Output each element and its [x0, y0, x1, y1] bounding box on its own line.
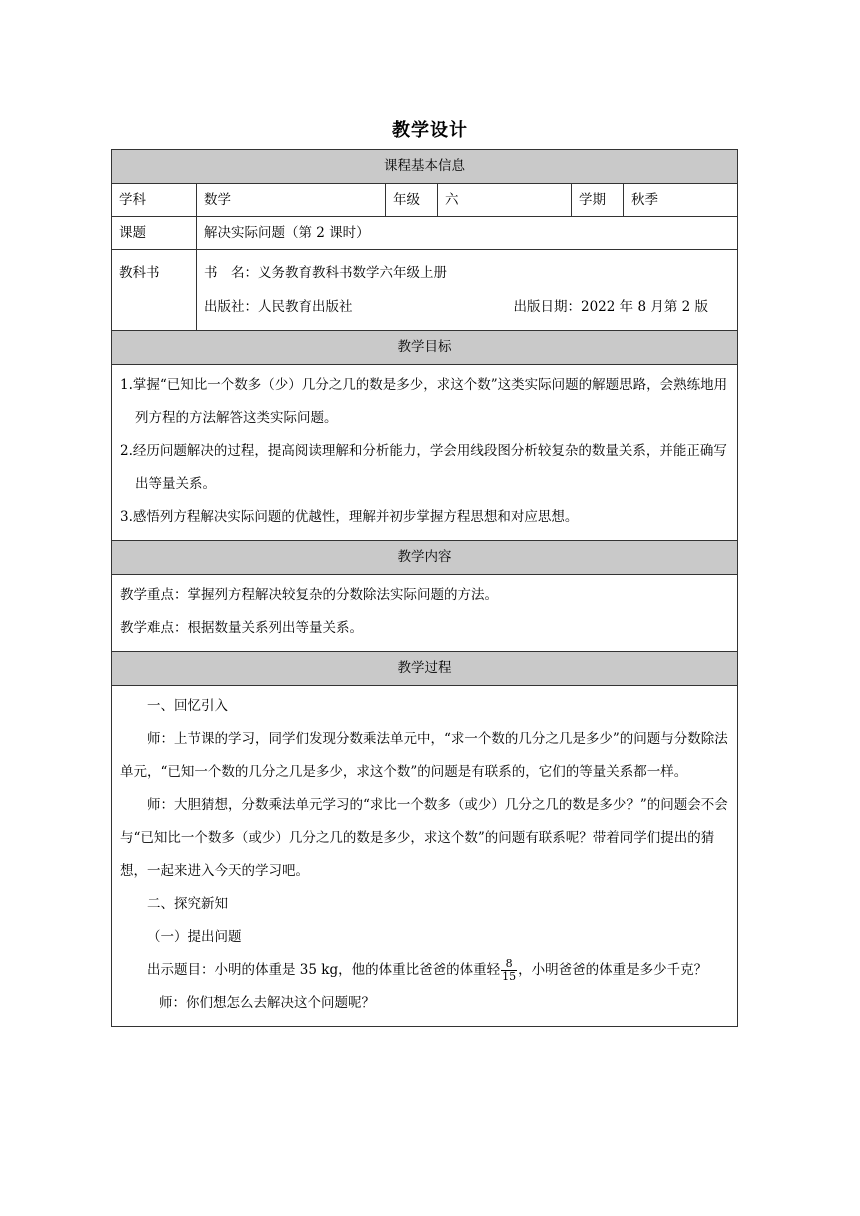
process-header-row — [112, 652, 738, 686]
document-title: 教学设计 — [392, 120, 468, 141]
textbook-label — [112, 250, 197, 331]
publisher-date-line — [204, 290, 730, 324]
pub-date-line: 出版日期：2022 年 8 月第 2 版 — [513, 298, 708, 315]
basic-info-header: 课程基本信息 — [112, 150, 738, 184]
content-body — [112, 575, 738, 652]
fraction-denominator: 15 — [502, 970, 517, 983]
process-paragraph-3: 师：你们想怎么去解决这个问题呢？ — [159, 995, 375, 1011]
key-point: 教学重点：掌握列方程解决较复杂的分数除法实际问题的方法。 — [120, 587, 498, 603]
section-explore-heading: 二、探究新知 — [147, 896, 228, 912]
objectives-row — [112, 365, 738, 541]
problem-text-start: 出示题目：小明的体重是 35 kg，他的体重比爸爸的体重轻 — [147, 962, 501, 978]
grade-value: 六 — [438, 184, 572, 217]
difficulty: 教学难点：根据数量关系列出等量关系。 — [120, 620, 363, 636]
topic-label: 课题 — [112, 217, 197, 250]
content-row — [112, 575, 738, 652]
topic-value: 解决实际问题（第 2 课时） — [197, 217, 738, 250]
process-paragraph-2: 师：大胆猜想，分数乘法单元学习的“求比一个数多（或少）几分之几的数是多少？”的问题会不会与“已知比一个数多（或少）几分之几的数是多少，求这个数”的问题有联系呢？带着同学们提出的猜想，一起来进入今天的学习吧。 — [120, 797, 728, 879]
process-row — [112, 686, 738, 1027]
objectives-list — [112, 365, 738, 541]
subject-label: 学科 — [112, 184, 197, 217]
basic-info-header-row — [112, 150, 738, 184]
term-label: 学期 — [572, 184, 624, 217]
objective-item-3: 3.感悟列方程解决实际问题的优越性，理解并初步掌握方程思想和对应思想。 — [120, 509, 579, 525]
problem-statement — [120, 954, 729, 987]
fraction-8-15 — [501, 958, 517, 983]
fraction-numerator: 8 — [501, 958, 517, 971]
content-header: 教学内容 — [112, 541, 738, 575]
problem-text-end: ，小明爸爸的体重是多少千克？ — [518, 962, 708, 978]
grade-label: 年级 — [386, 184, 438, 217]
textbook-info — [197, 250, 738, 331]
process-paragraph-1: 师：上节课的学习，同学们发现分数乘法单元中，“求一个数的几分之几是多少”的问题与分数除法单元，“已知一个数的几分之几是多少，求这个数”的问题是有联系的，它们的等量关系都一样。 — [120, 731, 728, 780]
objective-item-2: 2.经历问题解决的过程，提高阅读理解和分析能力，学会用线段图分析较复杂的数量关系，并能正确写出等量关系。 — [120, 443, 727, 492]
subject-value: 数学 — [197, 184, 386, 217]
topic-row — [112, 217, 738, 250]
objectives-header: 教学目标 — [112, 331, 738, 365]
objectives-header-row — [112, 331, 738, 365]
objective-item-1: 1.掌握“已知比一个数多（少）几分之几的数是多少，求这个数”这类实际问题的解题思路，会熟练地用列方程的方法解答这类实际问题。 — [120, 377, 728, 426]
lesson-plan-table — [111, 149, 738, 1027]
textbook-row — [112, 250, 738, 331]
textbook-label-text: 教科书 — [119, 264, 160, 281]
book-name-line: 书 名：义务教育教科书数学六年级上册 — [204, 264, 447, 281]
content-header-row — [112, 541, 738, 575]
subsection-question-heading: （一）提出问题 — [147, 929, 242, 945]
subject-row — [112, 184, 738, 217]
term-value: 秋季 — [624, 184, 738, 217]
process-header: 教学过程 — [112, 652, 738, 686]
process-body — [112, 686, 738, 1027]
publisher-line: 出版社：人民教育出版社 — [204, 298, 353, 315]
section-recall-heading: 一、回忆引入 — [147, 698, 228, 714]
